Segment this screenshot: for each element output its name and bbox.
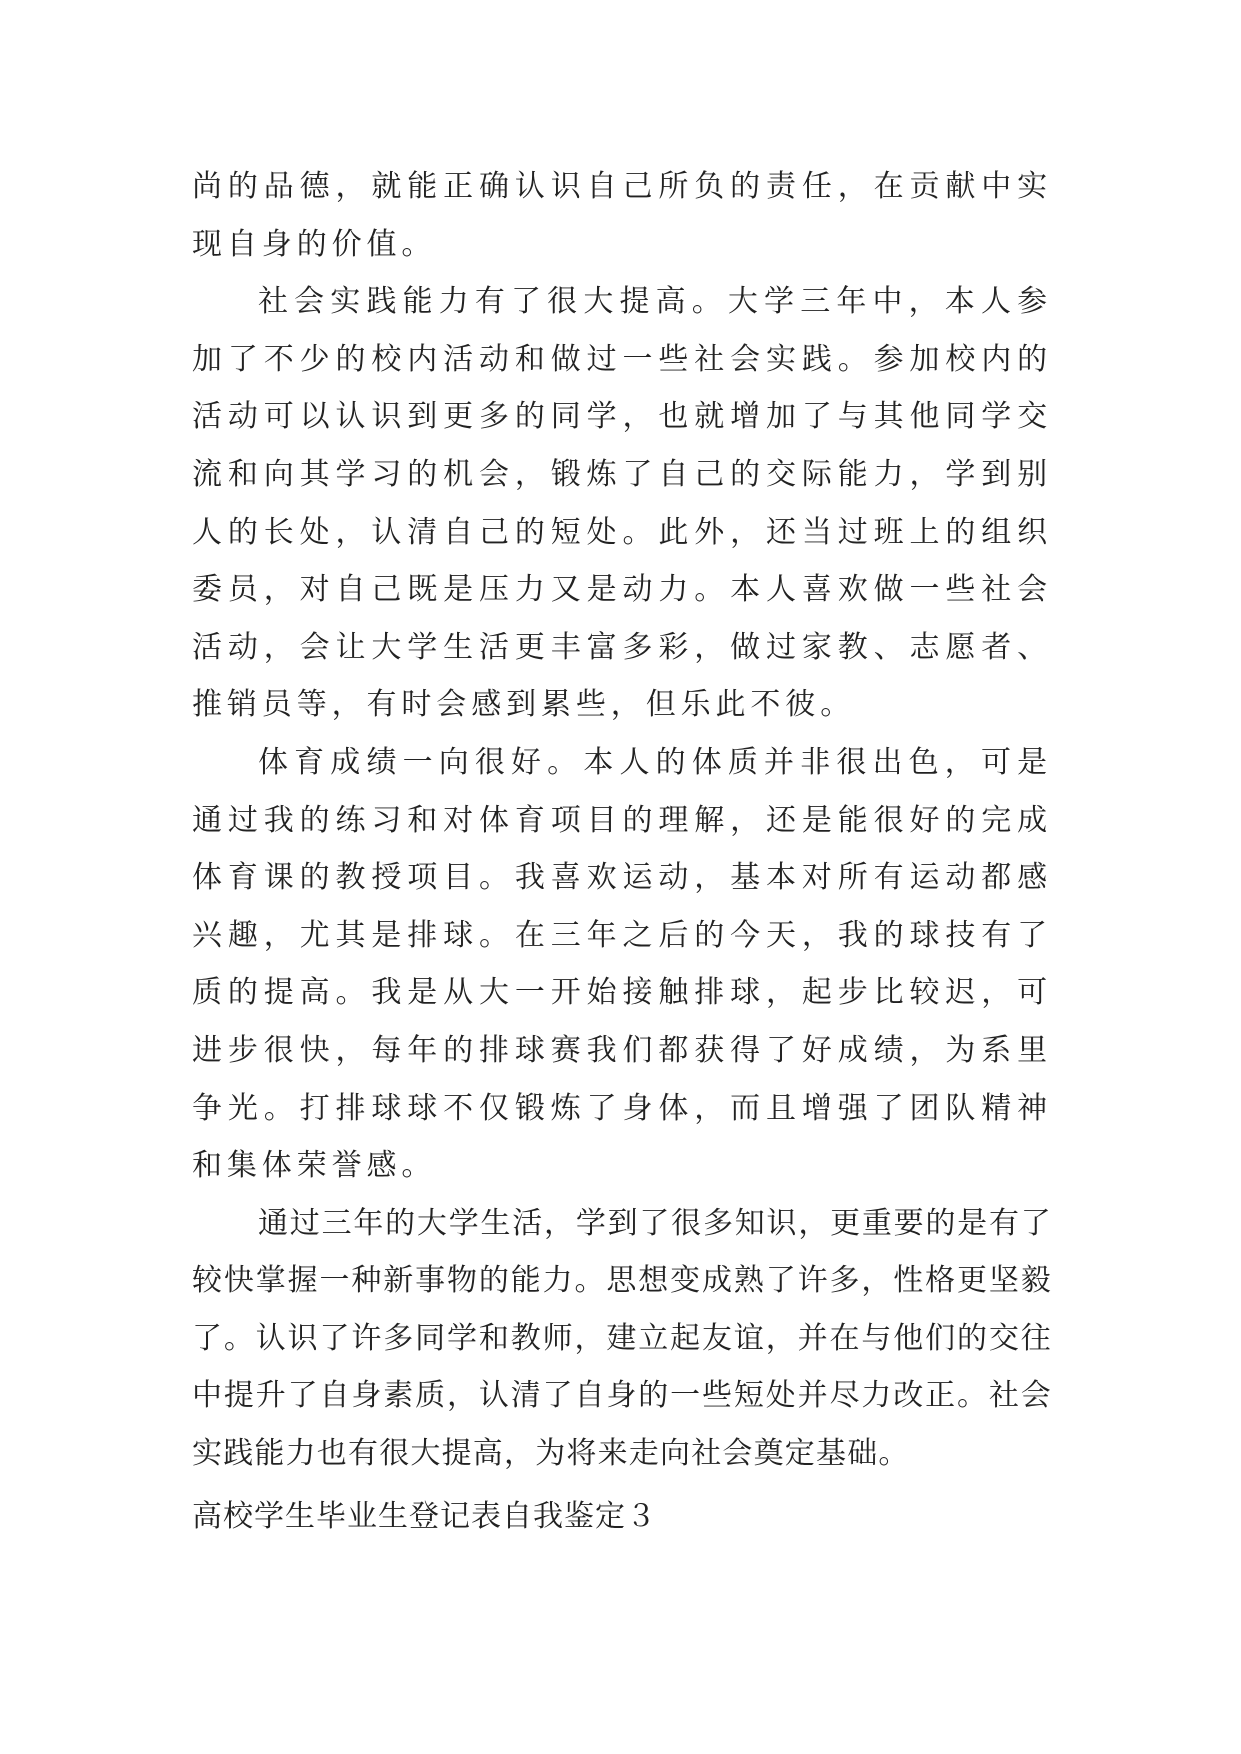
paragraph-summary: 通过三年的大学生活，学到了很多知识，更重要的是有了较快掌握一种新事物的能力。思想变成熟了许多，性格更坚毅了。认识了许多同学和教师，建立起友谊，并在与他们的交往中提升了自身素质，认清了自身的一些短处并尽力改正。社会实践能力也有很大提高，为将来走向社会奠定基础。 [192, 1205, 1052, 1472]
paragraph-social-practice: 社会实践能力有了很大提高。大学三年中，本人参加了不少的校内活动和做过一些社会实践。参加校内的活动可以认识到更多的同学，也就增加了与其他同学交流和向其学习的机会，锻炼了自己的交际能力，学到别人的长处，认清自己的短处。此外，还当过班上的组织委员，对自己既是压力又是动力。本人喜欢做一些社会活动，会让大学生活更丰富多彩，做过家教、志愿者、推销员等，有时会感到累些，但乐此不彼。 [192, 284, 1052, 723]
paragraph-continuation: 尚的品德，就能正确认识自己所负的责任，在贡献中实现自身的价值。 [192, 169, 1052, 262]
section-heading: 高校学生毕业生登记表自我鉴定３ [192, 1499, 657, 1534]
document-body [192, 158, 1052, 1483]
paragraph-sports: 体育成绩一向很好。本人的体质并非很出色，可是通过我的练习和对体育项目的理解，还是能很好的完成体育课的教授项目。我喜欢运动，基本对所有运动都感兴趣，尤其是排球。在三年之后的今天，我的球技有了质的提高。我是从大一开始接触排球，起步比较迟，可进步很快，每年的排球赛我们都获得了好成绩，为系里争光。打排球球不仅锻炼了身体，而且增强了团队精神和集体荣誉感。 [192, 744, 1052, 1184]
